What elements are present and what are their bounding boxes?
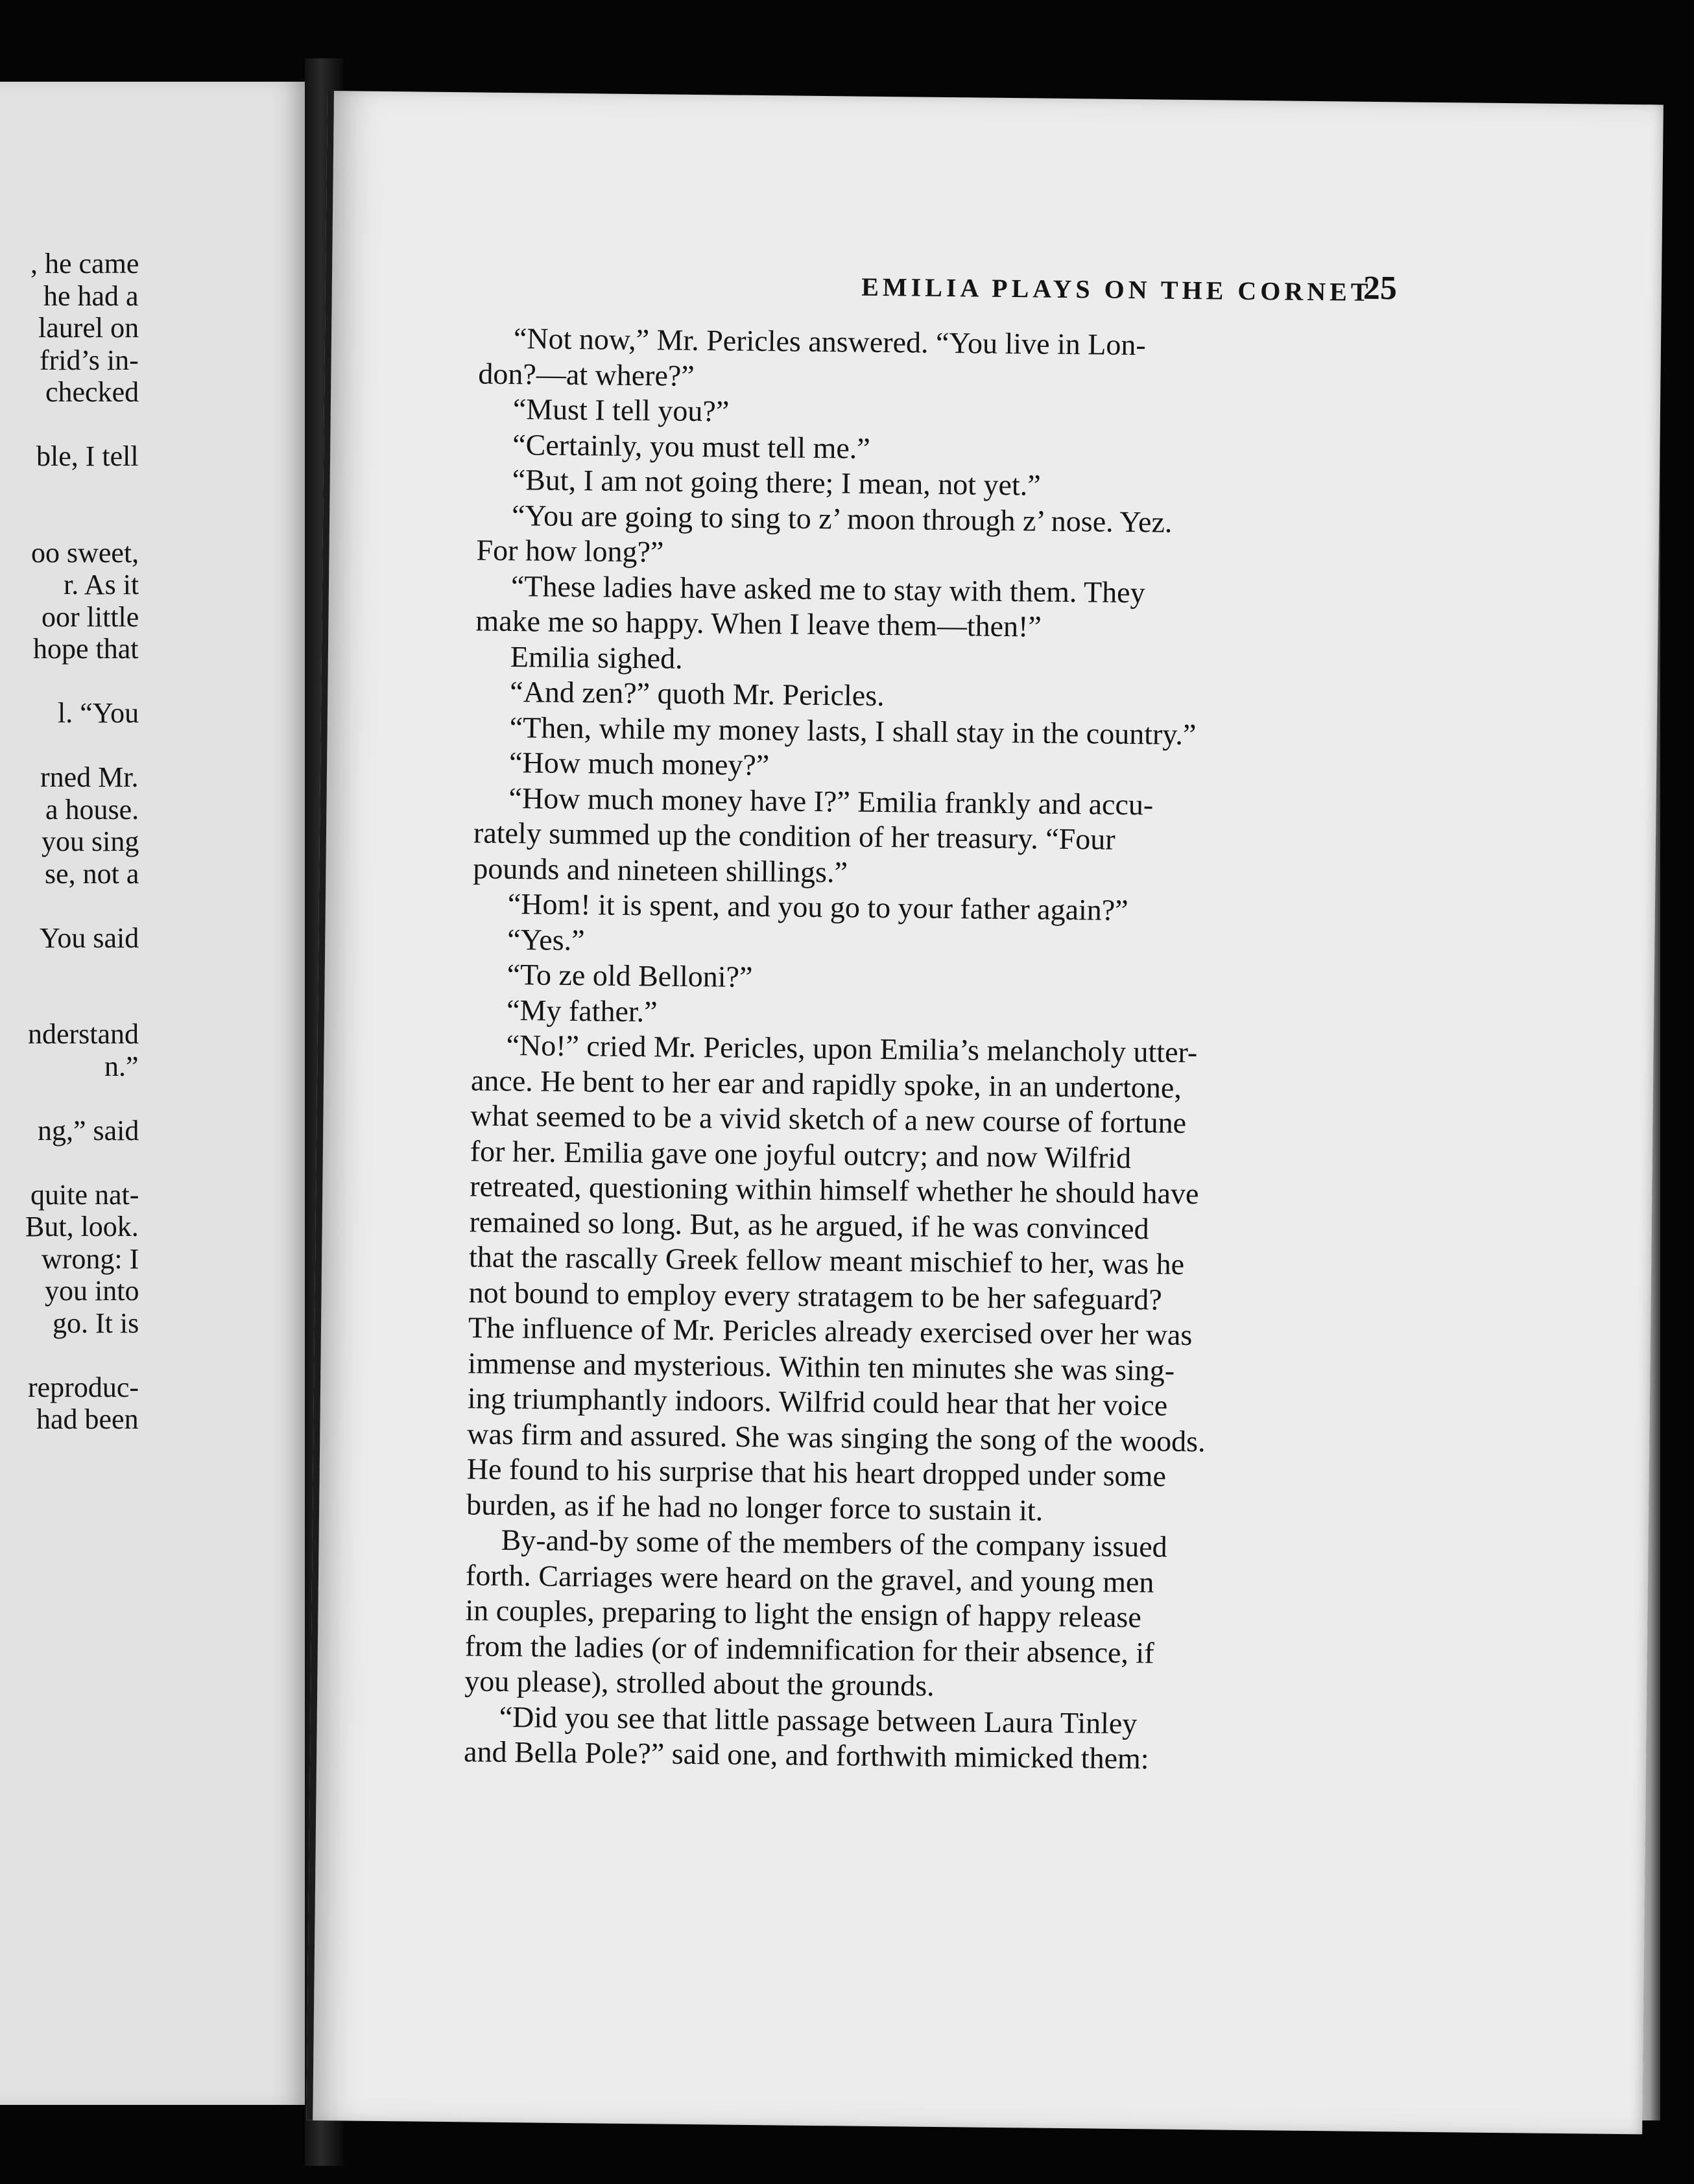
text-line: “My father.” <box>506 993 658 1028</box>
left-page-line: laurel on <box>38 312 139 344</box>
text-line: “Certainly, you must tell me.” <box>512 427 870 465</box>
left-page-line: ng,” said <box>38 1114 139 1146</box>
text-line: not bound to employ every stratagem to be her safeguard? <box>468 1275 1162 1316</box>
text-line: The influence of Mr. Pericles already exercised over her was <box>468 1311 1193 1352</box>
text-line: Emilia sighed. <box>510 639 683 675</box>
body-text <box>464 320 1400 1779</box>
text-line: “No!” cried Mr. Pericles, upon Emilia’s melancholy utter- <box>506 1028 1198 1069</box>
left-page-line: frid’s in- <box>40 344 139 376</box>
left-page-line: l. “You <box>58 697 139 729</box>
text-line: He found to his surprise that his heart dropped under some <box>466 1452 1167 1493</box>
text-line: rately summed up the condition of her treasury. “Four <box>473 816 1115 856</box>
left-page-line: r. As it <box>64 569 139 600</box>
text-line: burden, as if he had no longer force to sustain it. <box>466 1487 1044 1527</box>
left-page-line: quite nat- <box>30 1178 139 1211</box>
text-line: what seemed to be a vivid sketch of a new course of fortune <box>470 1098 1187 1139</box>
left-page-line: nderstand <box>28 1018 139 1050</box>
text-line: make me so happy. When I leave them—then!” <box>475 604 1042 643</box>
page-number: 25 <box>1363 269 1398 307</box>
text-line: you please), strolled about the grounds. <box>464 1664 935 1702</box>
text-line: ance. He bent to her ear and rapidly spoke, in an undertone, <box>470 1063 1182 1104</box>
text-line: from the ladies (or of indemnification for their absence, if <box>464 1628 1154 1669</box>
left-page-line: a house. <box>45 793 139 825</box>
left-page-line: n.” <box>104 1050 139 1082</box>
text-line: in couples, preparing to light the ensign of happy release <box>465 1593 1142 1634</box>
text-line: “And zen?” quoth Mr. Pericles. <box>510 674 885 713</box>
text-line: “How much money have I?” Emilia frankly and accu- <box>508 781 1154 821</box>
text-line: and Bella Pole?” said one, and forthwith mimicked them: <box>463 1735 1149 1775</box>
text-line: forth. Carriages were heard on the gravel, and young men <box>465 1558 1154 1598</box>
text-line: “How much money?” <box>508 745 770 782</box>
left-page-line: you sing <box>42 825 139 857</box>
left-page-line: he had a <box>43 279 139 312</box>
text-line: remained so long. But, as he argued, if he was convinced <box>469 1204 1149 1245</box>
text-line: ing triumphantly indoors. Wilfrid could hear that her voice <box>467 1381 1168 1422</box>
text-line: For how long?” <box>476 533 664 569</box>
left-page-line: But, look. <box>25 1211 139 1242</box>
left-page-line: had been <box>36 1403 139 1435</box>
left-facing-page <box>0 82 309 2105</box>
text-line: “But, I am not going there; I mean, not yet.” <box>512 463 1041 502</box>
left-page-line: reproduc- <box>28 1371 139 1403</box>
running-head: EMILIA PLAYS ON THE CORNET <box>861 272 1372 307</box>
text-line: “You are going to sing to z’ moon through z’ nose. Yez. <box>511 498 1173 539</box>
left-page-line: hope that <box>33 633 139 665</box>
left-page-line: rned Mr. <box>40 761 139 793</box>
left-page-line: checked <box>45 376 139 408</box>
left-page-line: oo sweet, <box>31 536 139 569</box>
text-line: “Then, while my money lasts, I shall stay in the country.” <box>509 710 1197 751</box>
text-line: “These ladies have asked me to stay with them. They <box>510 569 1145 609</box>
text-line: “Yes.” <box>507 922 585 956</box>
text-line: “Hom! it is spent, and you go to your father again?” <box>507 886 1128 927</box>
text-line: “Did you see that little passage between Laura Tinley <box>499 1700 1138 1740</box>
left-page-line: oor little <box>42 600 139 633</box>
text-line: that the rascally Greek fellow meant mischief to her, was he <box>468 1240 1185 1281</box>
left-page-text <box>0 82 305 2105</box>
left-page-line: go. It is <box>53 1307 139 1339</box>
right-page <box>306 91 1664 2134</box>
text-line: pounds and nineteen shillings.” <box>473 851 848 888</box>
left-page-line: You said <box>40 921 139 954</box>
text-line: retreated, questioning within himself whether he should have <box>470 1169 1199 1211</box>
left-page-line: wrong: I <box>42 1242 139 1275</box>
text-line: “To ze old Belloni?” <box>507 957 753 993</box>
left-page-line: ble, I tell <box>36 440 139 472</box>
left-page-line: , he came <box>30 248 139 279</box>
text-line: “Must I tell you?” <box>512 392 730 428</box>
text-line: for her. Emilia gave one joyful outcry; and now Wilfrid <box>470 1134 1132 1174</box>
left-page-line: you into <box>45 1275 139 1307</box>
left-page-line: se, not a <box>45 857 139 890</box>
text-line: was firm and assured. She was singing the song of the woods. <box>467 1416 1206 1458</box>
text-line: “Not now,” Mr. Pericles answered. “You live in Lon- <box>513 322 1146 362</box>
text-line: immense and mysterious. Within ten minutes she was sing- <box>468 1346 1175 1387</box>
text-line: By-and-by some of the members of the company issued <box>501 1523 1167 1563</box>
text-line: don?—at where?” <box>478 356 695 392</box>
